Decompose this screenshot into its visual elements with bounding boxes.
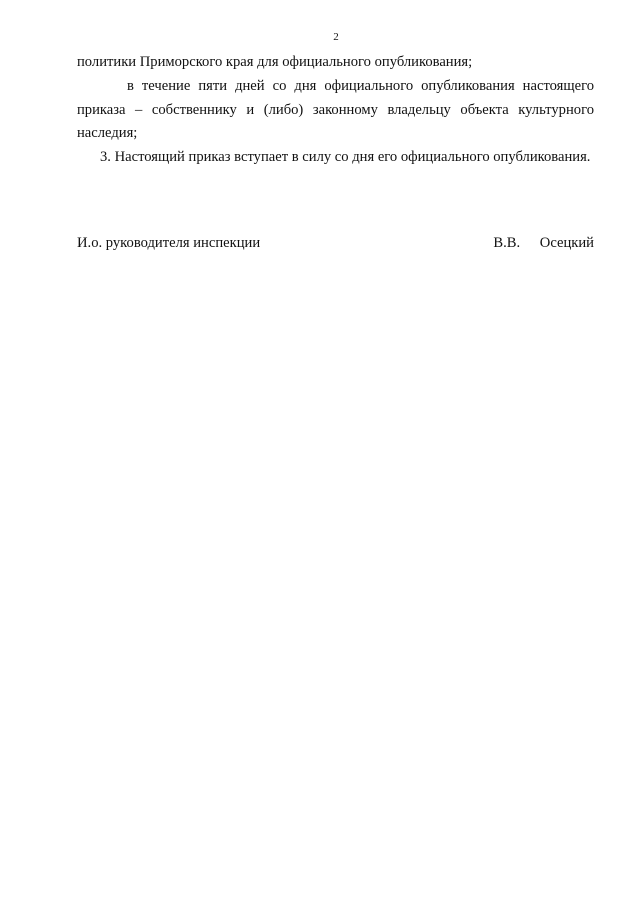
page-number: 2 <box>333 31 339 43</box>
paragraph-publication-term: в течение пяти дней со дня официального опубликования настоящего приказа – собственнику и (либо) законному владельцу объекта культурного наследия; <box>77 77 594 142</box>
signer-name: В.В. Осецкий <box>493 235 594 251</box>
paragraph-continuation: политики Приморского края для официального опубликования; <box>77 54 473 70</box>
document-body <box>77 51 594 170</box>
paragraph-effective-date: 3. Настоящий приказ вступает в силу со дня его официального опубликования. <box>100 149 591 166</box>
signature-block <box>77 233 594 253</box>
signer-position: И.о. руководителя инспекции <box>77 235 261 251</box>
